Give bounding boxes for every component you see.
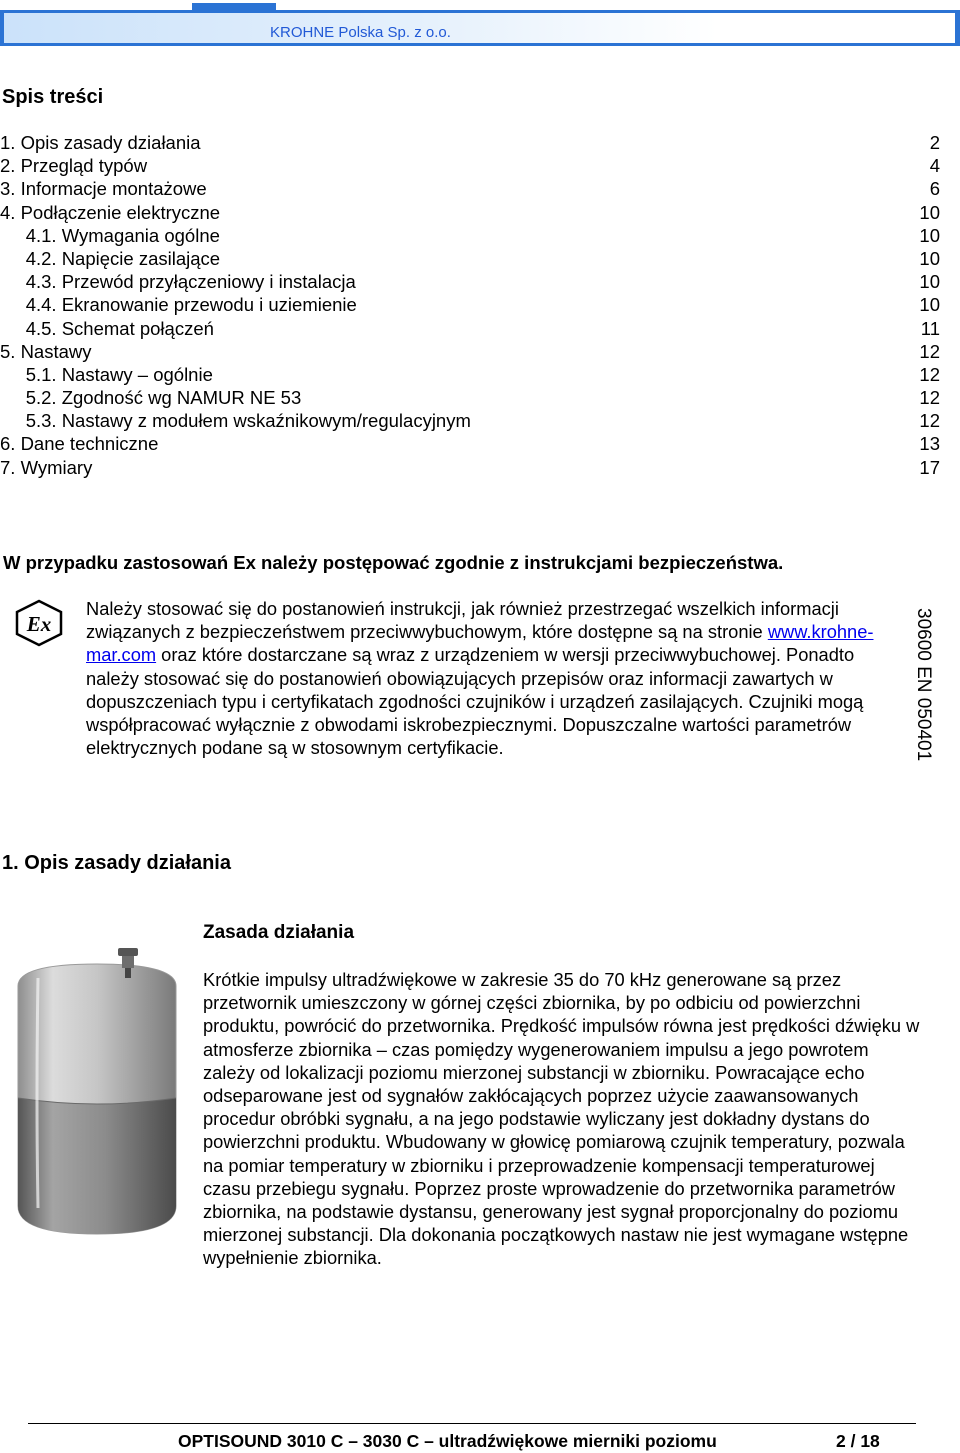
toc-entry[interactable] <box>0 248 940 271</box>
toc-entry[interactable] <box>0 318 940 341</box>
toc-entry-label: 4.2. Napięcie zasilające <box>0 247 221 269</box>
toc-entry[interactable] <box>0 225 940 248</box>
toc-entry-page: 10 <box>919 271 940 293</box>
toc-entry-page: 12 <box>919 410 940 432</box>
toc-entry-label: 4.1. Wymagania ogólne <box>0 224 220 246</box>
toc-list <box>0 132 940 480</box>
toc-entry[interactable] <box>0 410 940 433</box>
toc-entry-page: 17 <box>919 456 940 478</box>
principle-paragraph: Krótkie impulsy ultradźwiękowe w zakresie 35 do 70 kHz generowane są przez przetwornik umieszczony w górnej części zbiornika, by po odbiciu od powierzchni produktu, powrócić do przetwornika. Prędkość impulsów równa jest prędkości dźwięku w atmosferze zbiornika – czas pomiędzy wygenerowaniem impulsu a jego powrotem zależy od lokalizacji poziomu mierzonej substancji w zbiorniku. Powracające echo odseparowane jest od sygnałów zakłócających poprzez użycie zaawansowanych procedur obróbki sygnału, a na jego podstawie wyliczany jest dokładny dystans do powierzchni produktu. Wbudowany w głowicę pomiarową czujnik temperatury, pozwala na pomiar temperatury w zbiorniku i przeprowadzenie kompensacji temperaturowej czasu przebiegu sygnału. Poprzez proste wprowadzenie do przetwornika parametrów zbiornika, na podstawie dystansu, generowany jest sygnał proporcjonalny do poziomu mierzonej substancji. Dla dokonania początkowych nastaw nie jest wymagane wstępne wypełnienie zbiornika. <box>203 969 920 1269</box>
toc-entry-label: 6. Dane techniczne <box>0 433 159 455</box>
toc-entry[interactable] <box>0 364 940 387</box>
document-code-vertical: 30600 EN 050401 <box>913 608 934 762</box>
toc-entry-label: 4.5. Schemat połączeń <box>0 317 214 339</box>
ex-warning-heading: W przypadku zastosowań Ex należy postępować zgodnie z instrukcjami bezpieczeństwa. <box>3 552 784 573</box>
toc-entry-label: 7. Wymiary <box>0 456 93 478</box>
footer-page-number: 2 / 18 <box>836 1431 880 1451</box>
toc-entry[interactable] <box>0 155 940 178</box>
toc-entry-page: 13 <box>919 433 940 455</box>
toc-entry-page: 12 <box>919 340 940 362</box>
toc-entry[interactable] <box>0 202 940 225</box>
footer-document-title: OPTISOUND 3010 C – 3030 C – ultradźwiękowe mierniki poziomu <box>178 1431 717 1451</box>
footer-divider <box>28 1423 916 1424</box>
toc-entry-page: 10 <box>919 294 940 316</box>
subsection-title: Zasada działania <box>203 922 355 943</box>
toc-entry[interactable] <box>0 387 940 410</box>
tank-sensor-illustration <box>14 948 180 1238</box>
toc-entry-label: 1. Opis zasady działania <box>0 132 201 153</box>
toc-title: Spis treści <box>2 86 104 108</box>
ex-notice-text: Należy stosować się do postanowień instrukcji, jak również przestrzegać wszelkich informacji związanych z bezpieczeństwem przeciwwybuchowym, które dostępne są na stronie <box>86 598 839 643</box>
toc-entry-label: 4.3. Przewód przyłączeniowy i instalacja <box>0 271 356 293</box>
header-gradient-panel <box>4 13 955 43</box>
toc-entry-page: 11 <box>920 317 940 339</box>
toc-entry-page: 12 <box>919 363 940 385</box>
toc-entry[interactable] <box>0 294 940 317</box>
toc-entry-page: 10 <box>919 224 940 246</box>
toc-entry[interactable] <box>0 178 940 201</box>
toc-entry-label: 5. Nastawy <box>0 340 92 362</box>
toc-entry[interactable] <box>0 132 940 155</box>
toc-entry-page: 2 <box>929 132 940 153</box>
toc-entry-page: 4 <box>929 155 940 177</box>
toc-entry-label: 2. Przegląd typów <box>0 155 148 177</box>
toc-entry[interactable] <box>0 457 940 480</box>
ex-notice-text-continued: oraz które dostarczane są wraz z urządzeniem w wersji przeciwwybuchowej. Ponadto należy stosować się do postanowień obowiązujących przepisów oraz informacji zawartych w dopuszczeniach typu i certyfikatach zgodności czujników i urządzeń zasilających. Czujniki mogą współpracować wyłącznie z obwodami iskrobezpiecznymi. Dopuszczalne wartości parametrów elektrycznych podane są w stosownym certyfikacie. <box>86 644 864 759</box>
toc-entry-label: 5.3. Nastawy z modułem wskaźnikowym/regulacyjnym <box>0 410 471 432</box>
ex-hexagon-icon <box>14 599 64 647</box>
toc-entry-label: 4.4. Ekranowanie przewodu i uziemienie <box>0 294 357 316</box>
section-title: 1. Opis zasady działania <box>2 852 231 874</box>
ex-notice-paragraph <box>86 597 886 759</box>
svg-text:Ex: Ex <box>26 612 52 636</box>
toc-entry-page: 12 <box>919 387 940 409</box>
toc-entry-label: 5.2. Zgodność wg NAMUR NE 53 <box>0 387 302 409</box>
toc-entry-label: 3. Informacje montażowe <box>0 178 207 200</box>
krohne-website-link[interactable]: www.krohne-mar.com <box>86 621 874 666</box>
company-name: KROHNE Polska Sp. z o.o. <box>270 24 451 41</box>
toc-entry-page: 10 <box>919 247 940 269</box>
toc-entry-page: 10 <box>919 201 940 223</box>
toc-entry[interactable] <box>0 271 940 294</box>
toc-entry-label: 5.1. Nastawy – ogólnie <box>0 363 213 385</box>
toc-entry[interactable] <box>0 433 940 456</box>
toc-entry-label: 4. Podłączenie elektryczne <box>0 201 221 223</box>
toc-entry[interactable] <box>0 341 940 364</box>
toc-entry-page: 6 <box>929 178 940 200</box>
